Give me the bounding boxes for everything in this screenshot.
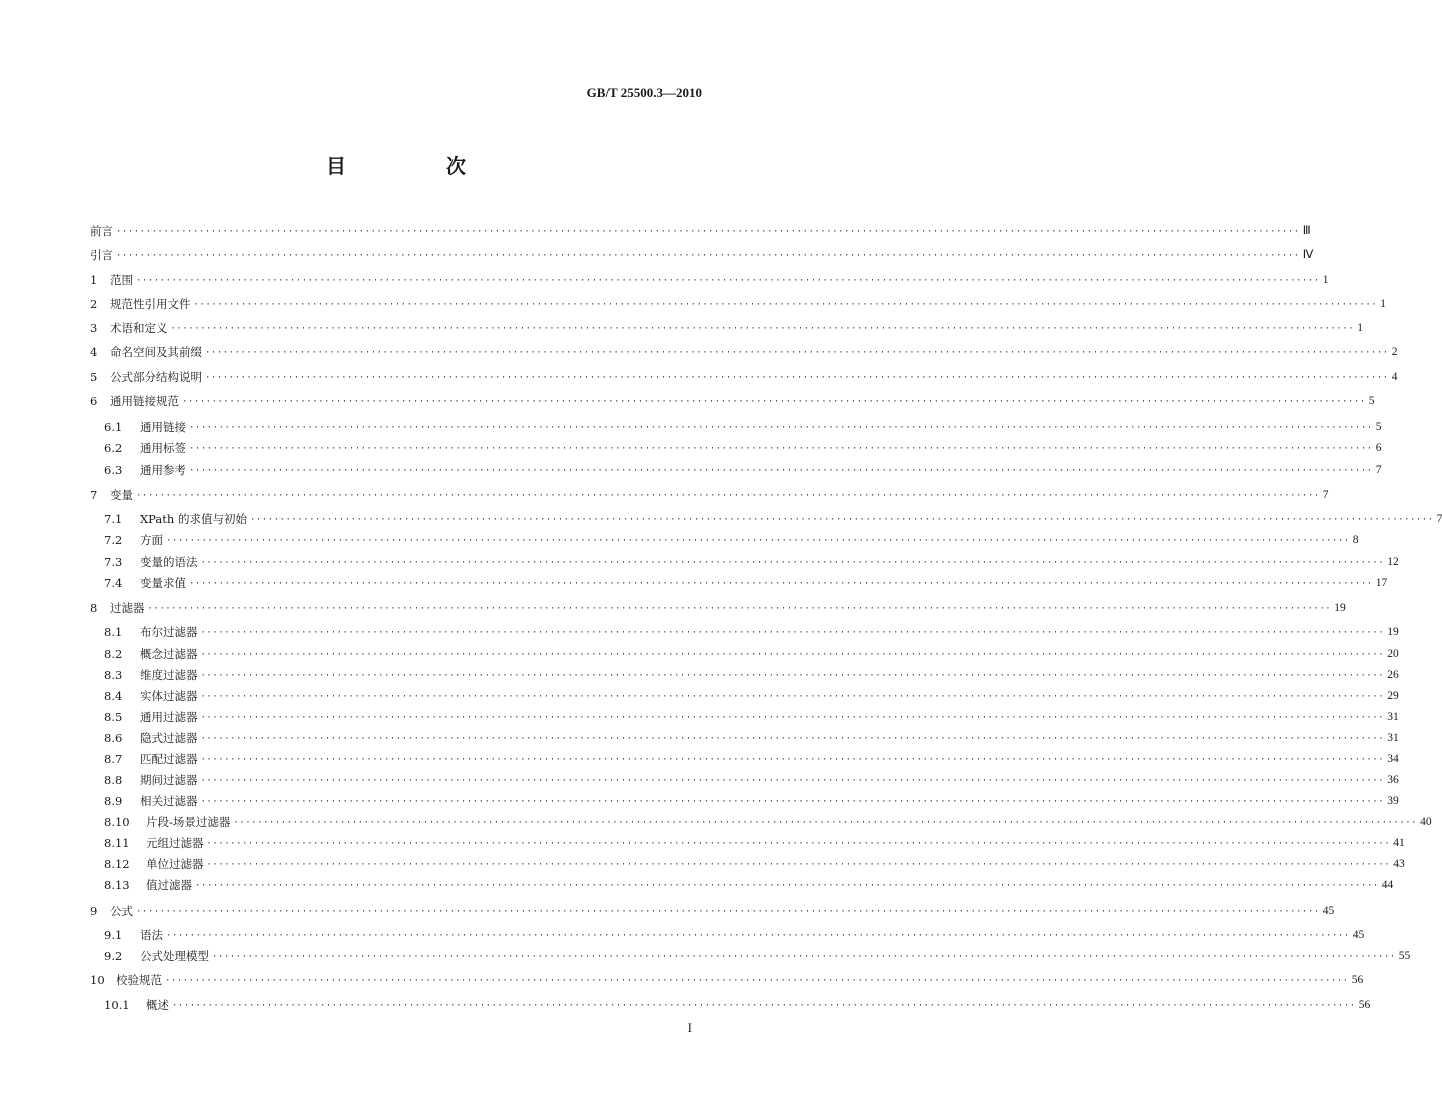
toc-entry-page: 56: [1358, 999, 1371, 1011]
toc-entry-page: 1: [1322, 274, 1329, 286]
toc-entry: [104, 834, 1405, 852]
toc-entry-label: 值过滤器: [146, 878, 192, 892]
toc-entry-number: 8.3: [104, 668, 123, 682]
toc-entry-label: XPath 的求值与初始: [140, 512, 247, 526]
toc-entry-number: 10: [90, 973, 105, 987]
toc-entry-number: 8.13: [104, 878, 130, 892]
toc-entry-page: 43: [1393, 858, 1405, 870]
toc-entry-label: 通用链接规范: [110, 394, 179, 408]
toc-entry-number: 7.1: [104, 512, 123, 526]
toc-entry: [104, 926, 1365, 944]
toc-entry-number: 10.1: [104, 998, 130, 1012]
toc-entry-number: 2: [90, 297, 98, 311]
toc-entry-label: 概述: [146, 998, 169, 1012]
toc-entry-label: 隐式过滤器: [140, 731, 198, 745]
toc-entry-page: 7: [1322, 489, 1329, 501]
toc-leader-dots: ········································································································································································································: [200, 558, 1385, 568]
toc-entry-number: 6: [90, 394, 98, 408]
toc-title: 目 次: [326, 154, 506, 178]
toc-entry-label: 变量求值: [140, 576, 186, 590]
toc-entry-page: 44: [1381, 879, 1394, 891]
toc-entry: [104, 553, 1399, 571]
toc-entry-label: 前言: [90, 224, 113, 238]
toc-leader-dots: ········································································································································································································: [195, 881, 1379, 891]
toc-entry: [104, 771, 1399, 789]
toc-entry-page: 5: [1368, 395, 1375, 407]
toc-entry-number: 8.6: [104, 731, 123, 745]
toc-entry: [104, 876, 1394, 894]
toc-entry-page: 45: [1352, 929, 1365, 941]
toc-entry: [90, 222, 1311, 240]
toc-entry-number: 8.7: [104, 752, 123, 766]
toc-entry: [90, 295, 1386, 313]
toc-entry: [104, 645, 1399, 663]
toc-leader-dots: ········································································································································································································: [205, 348, 1389, 358]
toc-leader-dots: ········································································································································································································: [233, 818, 1418, 828]
toc-entry-label: 片段-场景过滤器: [146, 815, 231, 829]
toc-leader-dots: ········································································································································································································: [200, 671, 1385, 681]
toc-entry-page: 12: [1387, 556, 1399, 568]
toc-entry-number: 9: [90, 904, 98, 918]
toc-entry-number: 9.1: [104, 928, 123, 942]
toc-entry-label: 校验规范: [116, 973, 162, 987]
toc-entry-number: 6.3: [104, 463, 123, 477]
toc-entry-page: 4: [1391, 371, 1398, 383]
toc-entry-page: Ⅲ: [1302, 225, 1311, 237]
toc-entry: [104, 666, 1399, 684]
toc-leader-dots: ········································································································································································································: [200, 628, 1385, 638]
toc-entry: [104, 418, 1382, 436]
toc-entry-page: 6: [1375, 442, 1382, 454]
toc-entry-label: 命名空间及其前缀: [110, 345, 202, 359]
toc-entry-label: 语法: [140, 928, 163, 942]
toc-leader-dots: ········································································································································································································: [193, 300, 1378, 310]
toc-entry: [90, 368, 1398, 386]
toc-entry: [90, 271, 1329, 289]
toc-leader-dots: ········································································································································································································: [136, 907, 1320, 917]
toc-leader-dots: ········································································································································································································: [200, 713, 1385, 723]
toc-entry: [104, 708, 1399, 726]
toc-leader-dots: ········································································································································································································: [200, 734, 1385, 744]
toc-entry: [104, 855, 1405, 873]
toc-leader-dots: ········································································································································································································: [166, 536, 1350, 546]
toc-entry: [90, 599, 1346, 617]
toc-leader-dots: ········································································································································································································: [170, 324, 1355, 334]
toc-entry-page: 20: [1387, 648, 1399, 660]
toc-entry: [90, 319, 1363, 337]
toc-entry-number: 8.12: [104, 857, 130, 871]
toc-entry-label: 元组过滤器: [146, 836, 204, 850]
toc-entry-page: 56: [1351, 974, 1364, 986]
toc-entry: [104, 574, 1388, 592]
toc-entry-label: 公式: [110, 904, 133, 918]
toc-leader-dots: ········································································································································································································: [200, 650, 1385, 660]
page-folio: I: [687, 1020, 692, 1035]
toc-entry-page: 5: [1375, 421, 1382, 433]
toc-entry-number: 8: [90, 601, 98, 615]
toc-leader-dots: ········································································································································································································: [136, 276, 1320, 286]
toc-entry-label: 匹配过滤器: [140, 752, 198, 766]
toc-entry-number: 6.1: [104, 420, 123, 434]
toc-entry: [104, 813, 1432, 831]
toc-entry-page: 40: [1420, 816, 1432, 828]
toc-entry-label: 通用参考: [140, 463, 186, 477]
toc-leader-dots: ········································································································································································································: [136, 491, 1320, 501]
toc-entry-number: 8.10: [104, 815, 130, 829]
toc-entry-number: 8.4: [104, 689, 123, 703]
toc-entry-page: 39: [1387, 795, 1399, 807]
toc-entry-page: 2: [1391, 346, 1398, 358]
toc-entry: [104, 531, 1359, 549]
toc-entry-label: 变量的语法: [140, 555, 198, 569]
toc-leader-dots: ········································································································································································································: [116, 251, 1300, 261]
toc-entry-label: 术语和定义: [110, 321, 168, 335]
toc-leader-dots: ········································································································································································································: [165, 976, 1349, 986]
toc-leader-dots: ········································································································································································································: [172, 1001, 1356, 1011]
toc-leader-dots: ········································································································································································································: [182, 397, 1366, 407]
toc-entry: [104, 996, 1371, 1014]
toc-leader-dots: ········································································································································································································: [249, 515, 1434, 525]
toc-entry: [90, 486, 1329, 504]
toc-entry-page: 31: [1387, 732, 1399, 744]
toc-entry-number: 8.1: [104, 625, 123, 639]
toc-entry-number: 7.3: [104, 555, 123, 569]
toc-entry-label: 过滤器: [110, 601, 145, 615]
toc-entry-page: Ⅳ: [1302, 249, 1314, 261]
toc-entry-label: 期间过滤器: [140, 773, 198, 787]
toc-entry-page: 41: [1393, 837, 1405, 849]
toc-entry: [104, 623, 1399, 641]
toc-entry-number: 1: [90, 273, 98, 287]
toc-entry: [90, 971, 1364, 989]
toc-entry: [104, 439, 1382, 457]
toc-entry-page: 55: [1398, 950, 1411, 962]
toc-entry-page: 45: [1322, 905, 1335, 917]
standard-code: GB/T 25500.3—2010: [586, 85, 702, 100]
toc-entry: [90, 902, 1335, 920]
toc-leader-dots: ········································································································································································································: [206, 860, 1391, 870]
toc-entry-label: 方面: [140, 533, 163, 547]
toc-entry-label: 单位过滤器: [146, 857, 204, 871]
toc-entry-label: 公式部分结构说明: [110, 370, 202, 384]
toc-entry-number: 4: [90, 345, 98, 359]
toc-entry-page: 26: [1387, 669, 1399, 681]
toc-leader-dots: ········································································································································································································: [116, 227, 1300, 237]
toc-entry-label: 通用链接: [140, 420, 186, 434]
toc-entry-number: 7.4: [104, 576, 123, 590]
toc-entry-page: 31: [1387, 711, 1399, 723]
toc-entry-page: 1: [1357, 322, 1363, 334]
toc-entry-number: 7.2: [104, 533, 123, 547]
toc-entry-label: 实体过滤器: [140, 689, 198, 703]
toc-entry-page: 7: [1375, 464, 1382, 476]
toc-leader-dots: ········································································································································································································: [200, 692, 1385, 702]
toc-entry-page: 34: [1387, 753, 1399, 765]
toc-leader-dots: ········································································································································································································: [212, 952, 1396, 962]
toc-entry-number: 9.2: [104, 949, 123, 963]
toc-entry-page: 17: [1375, 577, 1388, 589]
toc-entry-number: 8.11: [104, 836, 130, 850]
toc-leader-dots: ········································································································································································································: [206, 839, 1391, 849]
toc-entry-label: 布尔过滤器: [140, 625, 198, 639]
toc-entry-label: 维度过滤器: [140, 668, 198, 682]
toc-entry-label: 范围: [110, 273, 133, 287]
toc-leader-dots: ········································································································································································································: [147, 604, 1332, 614]
toc-entry-page: 36: [1387, 774, 1399, 786]
toc-entry-number: 8.5: [104, 710, 123, 724]
toc-leader-dots: ········································································································································································································: [166, 931, 1350, 941]
toc-entry-label: 通用标签: [140, 441, 186, 455]
toc-entry: [104, 729, 1399, 747]
toc-entry-page: 29: [1387, 690, 1399, 702]
toc-entry-label: 公式处理模型: [140, 949, 209, 963]
toc-leader-dots: ········································································································································································································: [205, 373, 1389, 383]
toc-entry: [104, 792, 1399, 810]
toc-entry-number: 8.8: [104, 773, 123, 787]
toc-entry: [104, 947, 1411, 965]
toc-leader-dots: ········································································································································································································: [200, 755, 1385, 765]
toc-leader-dots: ········································································································································································································: [189, 423, 1373, 433]
toc-entry: [104, 461, 1382, 479]
toc-entry-number: 6.2: [104, 441, 123, 455]
toc-entry-label: 变量: [110, 488, 133, 502]
toc-entry-page: 7: [1436, 513, 1442, 525]
toc-entry: [90, 392, 1375, 410]
toc-leader-dots: ········································································································································································································: [189, 579, 1373, 589]
toc-entry-number: 8.9: [104, 794, 123, 808]
toc-leader-dots: ········································································································································································································: [200, 776, 1385, 786]
toc-entry-page: 1: [1380, 298, 1386, 310]
toc-entry-label: 规范性引用文件: [110, 297, 191, 311]
toc-leader-dots: ········································································································································································································: [200, 797, 1385, 807]
toc-entry-number: 7: [90, 488, 98, 502]
toc-entry: [104, 687, 1399, 705]
toc-entry: [104, 750, 1399, 768]
toc-entry-number: 3: [90, 321, 98, 335]
toc-entry-label: 通用过滤器: [140, 710, 198, 724]
toc-entry-label: 相关过滤器: [140, 794, 198, 808]
toc-entry-number: 8.2: [104, 647, 123, 661]
toc-entry-page: 19: [1334, 602, 1346, 614]
toc-leader-dots: ········································································································································································································: [189, 466, 1373, 476]
toc-entry: [104, 510, 1442, 528]
toc-entry-label: 引言: [90, 248, 113, 262]
toc-entry-label: 概念过滤器: [140, 647, 198, 661]
toc-entry: [90, 246, 1314, 264]
toc-leader-dots: ········································································································································································································: [189, 444, 1373, 454]
toc-entry: [90, 343, 1398, 361]
toc-entry-page: 8: [1352, 534, 1359, 546]
toc-entry-page: 19: [1387, 626, 1399, 638]
toc-entry-number: 5: [90, 370, 98, 384]
